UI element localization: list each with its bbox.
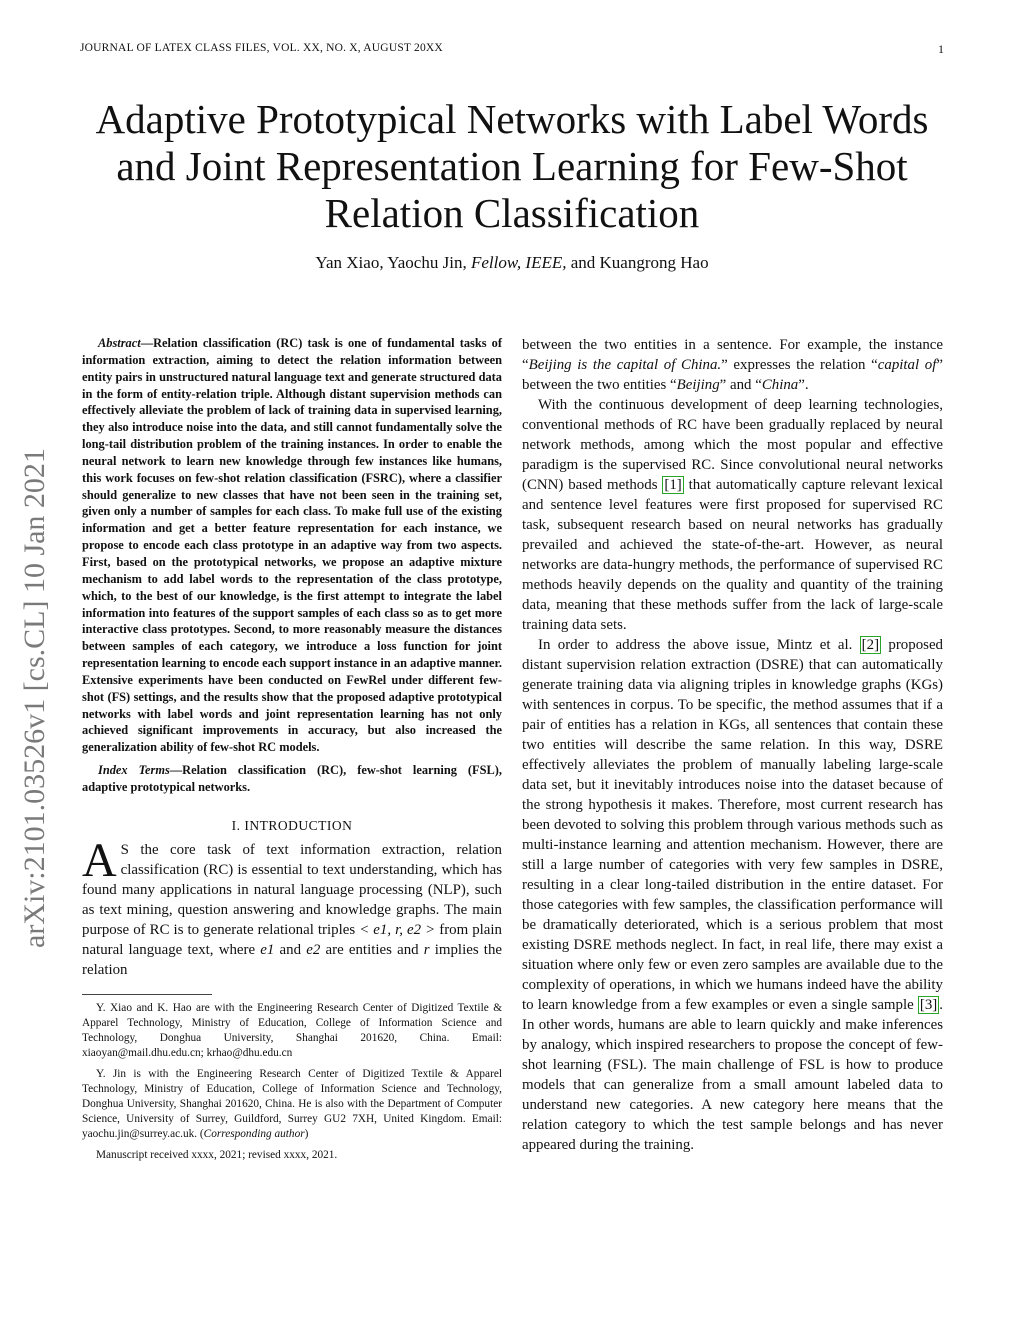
intro-text-c: are entities and <box>320 941 424 958</box>
rp0-instance: Beijing is the capital of China. <box>528 357 722 373</box>
math-e1: e1 <box>260 941 275 958</box>
rp2-a: In order to address the above issue, Mintz et al. <box>538 637 860 653</box>
intro-and: and <box>274 941 307 958</box>
intro-text-d: implies the relation <box>82 941 503 978</box>
footnote-jin-text: Y. Jin is with the Engineering Research Center of Digitized Textile & Apparel Technology, Ministry of Education, College of Information Science and Technology, Donghua University, Shanghai 201620, China. He is also with the Department of Computer Science, University of Surrey, Guildford, Surrey GU2 7XH, United Kingdom. Email: yaochu.jin@surrey.ac.uk. ( <box>82 1067 502 1140</box>
section-title: INTRODUCTION <box>244 817 353 833</box>
abstract <box>82 335 502 756</box>
citation-link-1[interactable]: [1] <box>664 477 682 493</box>
section-number: I. <box>231 817 245 833</box>
author-names-b: and Kuangrong Hao <box>566 253 709 272</box>
rp0-b: ” expresses the relation “ <box>721 357 878 373</box>
running-header: JOURNAL OF LATEX CLASS FILES, VOL. XX, NO. X, AUGUST 20XX <box>80 42 443 54</box>
index-terms-lead: Index Terms <box>98 763 170 778</box>
rp2-b: proposed distant supervision relation extraction (DSRE) that can automatically generate training data via aligning triples in knowledge graphs (KGs) with sentences in corpus. To be specific, the method assumes that if a pair of entities has a relation in KGs, all sentences that contain these two entities will describe the same relation. In this way, DSRE effectively alleviates the problem of manually labeling large-scale data set, but it inevitably introduces noise into the dataset because of the strong hypothesis it makes. Therefore, most current research has been devoted to solving this problem through various methods such as multi-instance learning and attention mechanism. However, there are still a large number of categories with very few samples in DSRE, resulting in a clear long-tailed distribution in the entire dataset. For those categories with few samples, the classification performance will be dramatically deteriorated, which is a serious problem that most existing DSRE methods neglect. In fact, in real life, there may exist a situation where only few or even zero samples are available due to the complexity of operations, in which we humans indeed have the ability to learn knowledge from a few examples or even a single sample <box>522 637 943 1013</box>
author-fellow-title: Fellow, IEEE, <box>470 253 567 272</box>
paper-title-line-2: and Joint Representation Learning for Few-Shot <box>116 143 908 189</box>
rp1-a: With the continuous development of deep learning technologies, conventional methods of RC have been gradually replaced by neural network methods, among which the most popular and effective paradigm is the supervised RC. Since convolutional neural networks (CNN) based methods <box>522 397 943 493</box>
right-column <box>522 335 943 1155</box>
paper-title-line-1: Adaptive Prototypical Networks with Label Words <box>95 96 929 142</box>
rp0-c: ” between the two entities “ <box>522 357 943 393</box>
rp0-a: between the two entities in a sentence. For example, the instance “ <box>522 337 943 373</box>
footnote-divider <box>82 994 212 995</box>
rp0-entity-1: Beijing <box>676 377 720 393</box>
page-number: 1 <box>938 42 944 56</box>
title-block <box>60 96 964 273</box>
arxiv-identifier[interactable]: arXiv:2101.03526v1 [cs.CL] 10 Jan 2021 <box>18 448 51 948</box>
footnote-corresponding-author: Corresponding author <box>203 1127 305 1140</box>
math-triple: < e1, r, e2 > <box>359 921 436 938</box>
author-list <box>60 253 964 273</box>
rp0-d: ” and “ <box>719 377 762 393</box>
rp2-c: . In other words, humans are able to learn quickly and make inferences by analogy, which inspired researchers to propose the concept of few-shot learning (FSL). The main challenge of FSL is how to produce models that can generalize from a small amount labeled data to understand new categories. A new category here means that the relation category to which the test sample belongs and has never appeared during the training. <box>522 997 943 1153</box>
index-terms-text: —Relation classification (RC), few-shot learning (FSL), adaptive prototypical networks. <box>82 763 502 794</box>
rp1-b: that automatically capture relevant lexical and sentence level features were first proposed for supervised RC task, subsequent research based on neural networks has gradually prevailed and achieved the state-of-the-art. However, as neural networks are data-hungry methods, the performance of supervised RC methods heavily depends on the quality and quantity of the training data, meaning that these methods suffer from the lack of large-scale training data sets. <box>522 477 943 633</box>
footnote-manuscript: Manuscript received xxxx, 2021; revised xxxx, 2021. <box>96 1148 338 1161</box>
footnote-affiliation-xiao-hao: Y. Xiao and K. Hao are with the Engineering Research Center of Digitized Textile & Apparel Technology, Ministry of Education, College of Information Science and Technology, Donghua University, Shanghai 201620, China. Email: xiaoyan@mail.dhu.edu.cn; krhao@dhu.edu.cn <box>82 1001 502 1059</box>
math-e2: e2 <box>306 941 321 958</box>
right-paragraph-1 <box>522 395 943 635</box>
intro-text-b: from plain natural language text, where <box>82 921 503 958</box>
intro-text-a: S the core task of text information extraction, relation classification (RC) is essential to text understanding, which has found many applications in natural language processing (NLP), such as text mining, question answering and knowledge graphs. The main purpose of RC is to generate relational triples <box>82 841 502 938</box>
left-column <box>82 335 502 1163</box>
math-r: r <box>423 941 430 958</box>
footnote-affiliation-jin <box>82 1067 502 1142</box>
rp0-relation: capital of <box>877 357 937 373</box>
abstract-lead: Abstract <box>98 336 141 350</box>
right-paragraph-2 <box>522 635 943 1155</box>
index-terms <box>82 762 502 796</box>
rp0-entity-2: China <box>761 377 799 393</box>
abstract-text: —Relation classification (RC) task is one of fundamental tasks of information extraction, aiming to detect the relation information between entity pairs in unstructured natural language text and generate structured data in the form of entity-relation triple. Although distant supervision methods can effectively alleviate the problem of lack of training data in supervised learning, they also introduce noise into the data, and still cannot fundamentally solve the long-tail distribution problem of the training instances. In order to enable the neural network to learn new knowledge through few instances like humans, this work focuses on few-shot relation classification (FSRC), where a classifier should generalize to new classes that have not been seen in the training set, given only a number of samples for each class. To make full use of the existing information and get a better feature representation for each instance, we propose to encode each class prototype in an adaptive way from two aspects. First, based on the prototypical networks, we propose an adaptive mixture mechanism to add label words to the representation of the class prototype, which, to the best of our knowledge, is the first attempt to integrate the label information into features of the support samples of each class so as to get more interactive class prototypes. Second, to more reasonably measure the distances between samples of each category, we introduce a loss function for joint representation learning to encode each support instance in an adaptive manner. Extensive experiments have been conducted on FewRel under different few-shot (FS) settings, and the results show that the proposed adaptive prototypical networks with label words and joint representation learning has not only achieved significant improvements in accuracy, but also increased the generalization ability of few-shot RC models. <box>82 336 502 755</box>
citation-link-3[interactable]: [3] <box>919 997 938 1013</box>
section-heading-introduction <box>82 818 502 834</box>
footnote-jin-close: ) <box>304 1127 309 1140</box>
author-names-a: Yan Xiao, Yaochu Jin, <box>315 253 471 272</box>
rp0-e: ”. <box>798 377 809 393</box>
dropcap-letter: A <box>82 833 117 887</box>
right-paragraph-0 <box>522 335 943 395</box>
citation-link-2[interactable]: [2] <box>861 637 880 653</box>
paper-title-line-3: Relation Classification <box>324 190 700 236</box>
intro-paragraph <box>82 833 503 980</box>
